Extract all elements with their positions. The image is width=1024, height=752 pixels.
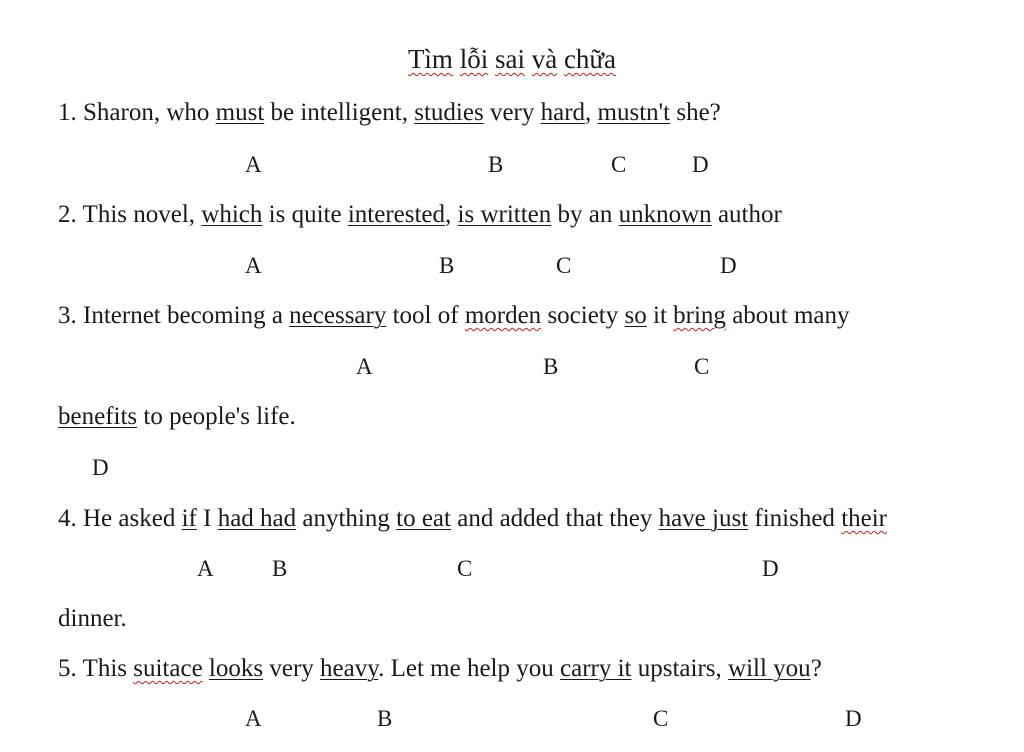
option-a-label: A (245, 152, 262, 177)
option-d-text: unknown (618, 201, 712, 228)
option-c-text: so (624, 302, 647, 329)
option-c-label: C (611, 152, 627, 177)
option-c-text: is written (457, 201, 552, 228)
text: author (711, 201, 782, 228)
option-a-text: must (215, 99, 265, 126)
title-word: chữa (563, 44, 617, 74)
option-b-label: B (272, 556, 288, 581)
spellcheck-word: bring (673, 302, 726, 329)
option-d-label: D (845, 706, 862, 731)
question-2-sentence (58, 200, 782, 230)
option-b-text: heavy (320, 655, 379, 682)
title-word: Tìm (407, 44, 453, 74)
option-d-text: mustn't (597, 99, 671, 126)
text: I (196, 505, 218, 532)
text: to people's life. (137, 403, 296, 430)
text: she? (670, 99, 721, 126)
text: 3. Internet becoming a (58, 302, 290, 329)
text: 1. Sharon, who (58, 99, 216, 126)
text: by an (551, 201, 619, 228)
text: be intelligent, (264, 99, 415, 126)
text: ? (810, 655, 822, 682)
text: tool of (386, 302, 465, 329)
text: about many (725, 302, 850, 329)
question-4-sentence (58, 504, 887, 534)
option-b-label: B (488, 152, 504, 177)
text: 2. This novel, (58, 201, 202, 228)
text: , (445, 201, 458, 228)
question-5-sentence (58, 654, 822, 684)
option-d-text: will you (728, 655, 811, 682)
text: , (585, 99, 598, 126)
option-c-text: hard (540, 99, 586, 126)
option-b-label: B (377, 706, 393, 731)
option-b-text: morden (464, 302, 542, 329)
option-a-text: which (201, 201, 263, 228)
title-word: và (531, 44, 558, 74)
option-a-label: A (245, 706, 262, 731)
option-d-label: D (720, 253, 737, 278)
text: it (646, 302, 674, 329)
text: and added that they (450, 505, 659, 532)
text: anything (296, 505, 397, 532)
text: society (541, 302, 625, 329)
option-d-label: D (92, 455, 109, 480)
text: upstairs, (631, 655, 729, 682)
option-b-text: interested (347, 201, 446, 228)
option-c-label: C (694, 354, 710, 379)
option-b-label: B (439, 253, 455, 278)
question-3-sentence-continued (58, 402, 296, 432)
option-b-text: studies (414, 99, 484, 126)
option-a-label: A (245, 253, 262, 278)
option-c-text: carry it (560, 655, 632, 682)
question-3-sentence (58, 301, 850, 331)
option-c-label: C (457, 556, 473, 581)
text: very (483, 99, 541, 126)
option-a-text: if (181, 505, 197, 532)
question-1-sentence (58, 98, 721, 128)
question-4-sentence-continued: dinner. (58, 605, 127, 632)
option-a-label: A (197, 556, 214, 581)
page-title (0, 44, 1024, 74)
text: . Let me help you (378, 655, 561, 682)
spellcheck-word: suitace (133, 655, 203, 682)
text: 4. He asked (58, 505, 182, 532)
text: very (263, 655, 321, 682)
option-d-label: D (762, 556, 779, 581)
text: 5. This (58, 655, 134, 682)
spellcheck-word: their (841, 505, 888, 532)
option-d-text: have just (658, 505, 749, 532)
option-d-label: D (692, 152, 709, 177)
option-a-label: A (356, 354, 373, 379)
title-word: lỗi (459, 44, 489, 74)
option-d-text: benefits (58, 403, 138, 430)
option-b-text: had had (217, 505, 297, 532)
title-word: sai (494, 44, 525, 74)
option-a-text: necessary (289, 302, 387, 329)
option-c-label: C (556, 253, 572, 278)
option-b-label: B (543, 354, 559, 379)
option-a-text: looks (208, 655, 264, 682)
option-c-label: C (653, 706, 669, 731)
option-c-text: to eat (396, 505, 451, 532)
text: is quite (262, 201, 348, 228)
text: finished (748, 505, 842, 532)
